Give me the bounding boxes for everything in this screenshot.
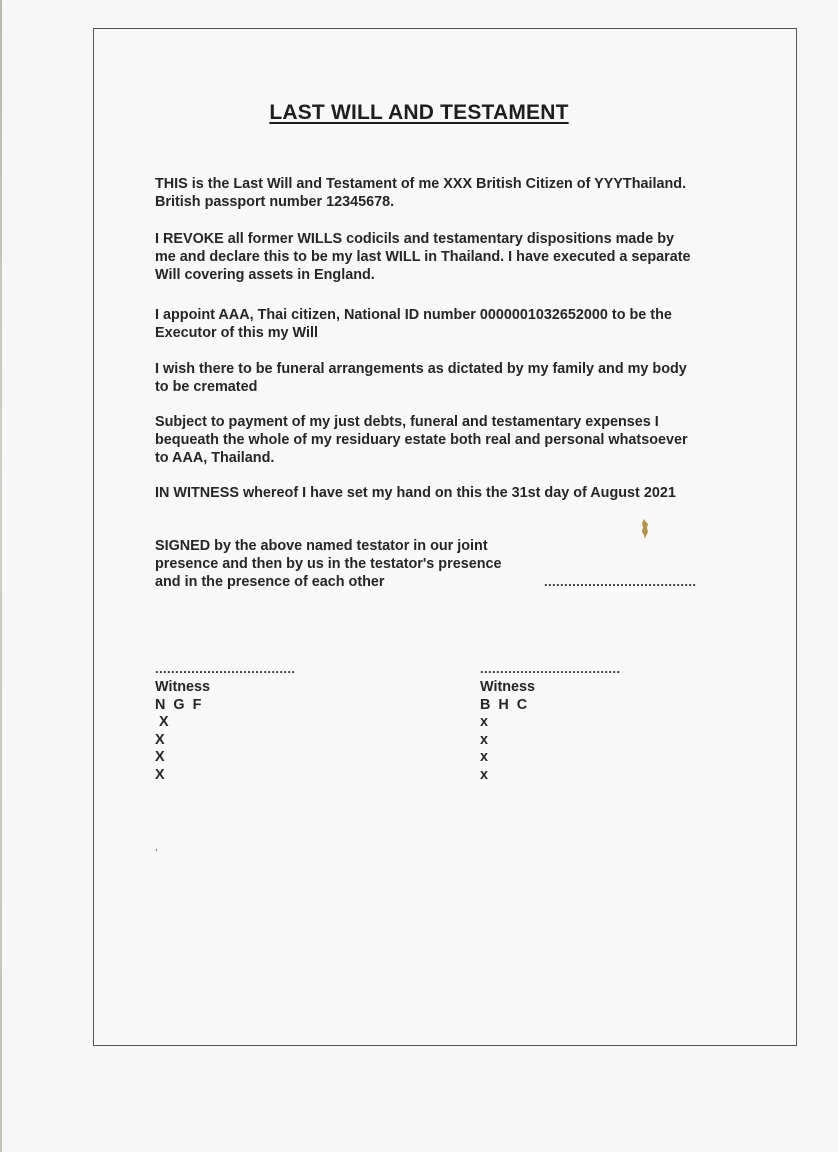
signed-clause: SIGNED by the above named testator in our joint presence and then by us in the testator's presence and in the presence of each other (155, 538, 502, 590)
witness-left-line: X (155, 749, 165, 766)
witness-right-line: x (480, 766, 489, 783)
scan-edge (0, 0, 2, 1152)
witness-left-signature-line: ................................... (155, 661, 296, 676)
witness-left-line: X (155, 714, 169, 731)
ink-stain (641, 519, 649, 539)
bequest-paragraph: Subject to payment of my just debts, funeral and testamentary expenses I bequeath the whole of my residuary estate both real and personal whatsoever to AAA, Thailand. (155, 414, 688, 466)
testator-signature-line: ...................................... (544, 574, 697, 589)
witness-left-label: Witness (155, 679, 211, 695)
witness-right-label: Witness (480, 679, 536, 695)
witness-right-block (480, 679, 535, 785)
document-title: LAST WILL AND TESTAMENT (269, 101, 569, 124)
witness-right-line: x (480, 749, 489, 766)
stray-mark: , (155, 842, 158, 853)
witness-left-block (155, 679, 210, 785)
witness-right-line: x (480, 714, 489, 731)
revocation-paragraph: I REVOKE all former WILLS codicils and testamentary dispositions made by me and declare this to be my last WILL in Thailand. I have executed a separate Will covering assets in England. (155, 231, 691, 283)
witness-right-line: x (480, 731, 489, 748)
witness-left-line: X (155, 766, 165, 783)
opening-paragraph: THIS is the Last Will and Testament of me XXX British Citizen of YYYThailand. British passport number 12345678. (155, 176, 687, 210)
executor-paragraph: I appoint AAA, Thai citizen, National ID number 0000001032652000 to be the Executor of this my Will (155, 307, 672, 341)
witness-left-name: N G F (155, 696, 202, 713)
funeral-paragraph: I wish there to be funeral arrangements as dictated by my family and my body to be cremated (155, 361, 687, 395)
witness-left-line: X (155, 731, 165, 748)
witness-right-signature-line: ................................... (480, 661, 621, 676)
witness-right-name: B H C (480, 696, 528, 713)
witness-date-paragraph: IN WITNESS whereof I have set my hand on this the 31st day of August 2021 (155, 485, 676, 501)
